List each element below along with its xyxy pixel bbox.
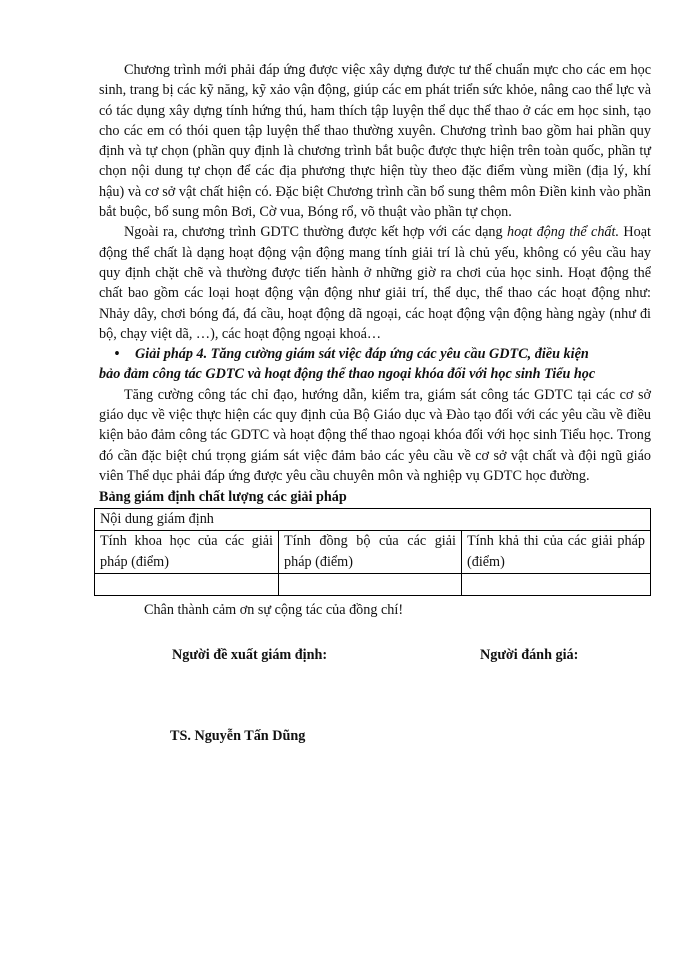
table-row: [95, 508, 651, 530]
criterion-consistency-cell: Tính đồng bộ của các giải pháp (điểm): [279, 530, 462, 573]
table-row: [95, 530, 651, 573]
paragraph-program-requirements: Chương trình mới phải đáp ứng được việc xây dựng được tư thế chuẩn mực cho các em học sinh, trang bị các kỹ năng, kỹ xảo vận động, giúp các em phát triển sức khỏe, nâng cao thể lực và có tác dụng xây dựng tính hứng thú, ham thích tập luyện thể dục thể thao ở các em học sinh, tạo cho các em có thói quen tập luyện thể thao thường xuyên. Chương trình bao gồm hai phần quy định và tự chọn (phần quy định là chương trình bắt buộc được thực hiện trên toàn quốc, phần tự chọn nội dung tự chọn để các địa phương thực hiện tùy theo đặc điểm vùng miền (địa lý, khí hậu) và cơ sở vật chất hiện có. Đặc biệt Chương trình cần bổ sung thêm môn Điền kinh vào phần bắt buộc, bổ sung môn Bơi, Cờ vua, Bóng rổ, võ thuật vào phần tự chọn.: [99, 62, 651, 221]
evaluator-label: Người đánh giá:: [480, 646, 579, 663]
table-title: Bảng giám định chất lượng các giải pháp: [99, 489, 347, 506]
criterion-feasibility-cell: Tính khả thi của các giải pháp (điểm): [462, 530, 651, 573]
signature-row: [99, 645, 651, 665]
score-cell-feasibility[interactable]: [462, 573, 651, 595]
criterion-scientific-cell: Tính khoa học của các giải pháp (điểm): [95, 530, 279, 573]
table-header-cell: Nội dung giám định: [95, 508, 651, 530]
solution-4-heading-line2: bảo đảm công tác GDTC và hoạt động thể thao ngoại khóa đối với học sinh Tiểu học: [99, 366, 596, 383]
paragraph-text: Ngoài ra, chương trình GDTC thường được kết hợp với các dạng: [124, 224, 507, 241]
proposer-label: Người đề xuất giám định:: [172, 646, 328, 663]
paragraph-text: Hoạt động thể chất là dạng hoạt động vận động mang tính giải trí là chủ yếu, không có yêu cầu hay quy định chặt chẽ và thường được tiến hành ở những giờ ra chơi của học sinh. Hoạt động thể chất bao gồm các loại hoạt động vận động như giải trí, thể dục, thể thao các hoạt động như: Nhảy dây, chơi bóng đá, đá cầu, hoạt động dã ngoại, các hoạt động vận động hàng ngày (như đi bộ, chạy việt dã, …), các hoạt động ngoại khoá…: [99, 224, 651, 342]
score-cell-scientific[interactable]: [95, 573, 279, 595]
solution-4-heading: [99, 344, 651, 364]
solution-4-heading-line1: Giải pháp 4. Tăng cường giám sát việc đáp ứng các yêu cầu GDTC, điều kiện: [135, 346, 589, 363]
evaluation-table: [94, 508, 651, 596]
bullet-icon: •: [114, 346, 120, 363]
thanks-note: Chân thành cảm ơn sự cộng tác của đồng chí!: [144, 601, 404, 618]
paragraph-physical-activities: [99, 222, 651, 344]
proposer-name: TS. Nguyễn Tấn Dũng: [170, 727, 306, 744]
paragraph-supervision: Tăng cường công tác chỉ đạo, hướng dẫn, kiểm tra, giám sát công tác GDTC tại các cơ sở giáo dục về việc thực hiện các quy định của Bộ Giáo dục và Đào tạo đối với các yêu cầu về điều kiện bảo đảm công tác GDTC và hoạt động thể thao ngoại khóa đối với học sinh Tiểu học. Trong đó cần đặc biệt chú trọng giám sát việc đảm bảo các yêu cầu về cơ sở vật chất và đội ngũ giáo viên Thể dục phải đáp ứng được yêu cầu chuyên môn và nghiệp vụ GDTC học đường.: [99, 386, 651, 484]
score-cell-consistency[interactable]: [279, 573, 462, 595]
emphasis-physical-activity: hoạt động thể chất.: [506, 224, 620, 241]
document-page: [99, 60, 651, 746]
table-row: [95, 573, 651, 595]
